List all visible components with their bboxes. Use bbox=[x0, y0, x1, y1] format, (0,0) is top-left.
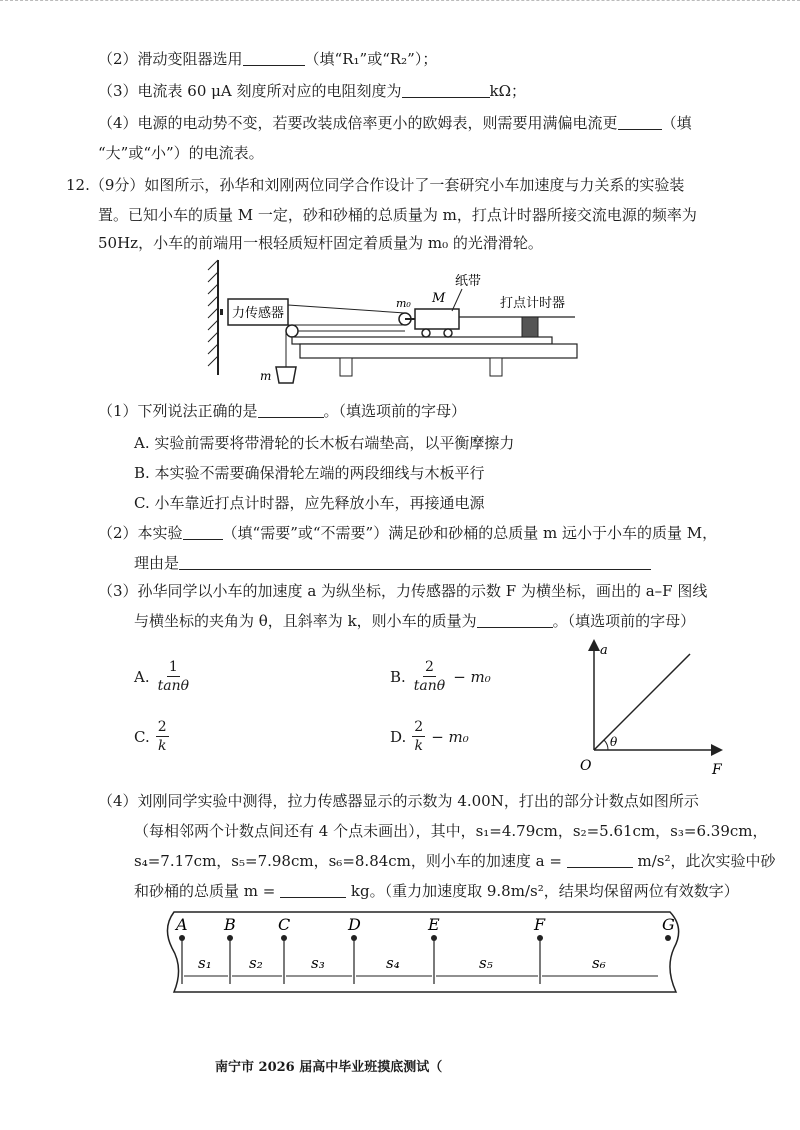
q12-sub4-b: （每相邻两个计数点间还有 4 个点未画出），其中，s₁=4.79cm，s₂=5.61cm，s₃=6.39cm， bbox=[134, 822, 768, 840]
tape-point-label: E bbox=[428, 915, 440, 934]
tape-label: 纸带 bbox=[455, 274, 482, 289]
tape-segment-label: s₄ bbox=[386, 954, 400, 972]
q12-blank-reason[interactable] bbox=[179, 553, 651, 570]
M-label: M bbox=[432, 291, 446, 306]
a-F-graph bbox=[572, 632, 732, 780]
fraction-c: $\frac{2}{k}$ bbox=[157, 719, 167, 754]
q12-option-b[interactable]: B. $\frac{2}{\tan\theta}$ − m₀ bbox=[390, 659, 491, 694]
q12-sub2-reason: 理由是 bbox=[134, 552, 651, 574]
q12-header-2: 置。已知小车的质量 M 一定，砂和砂桶的总质量为 m，打点计时器所接交流电源的频率为 bbox=[98, 206, 697, 224]
q11-part3: （3）电流表 60 μA 刻度所对应的电阻刻度为 kΩ； bbox=[98, 82, 527, 100]
q12-blank-3[interactable] bbox=[477, 611, 553, 628]
tape-outline bbox=[167, 912, 678, 992]
tape-segment-label: s₁ bbox=[198, 954, 212, 972]
q12-sub3-b: 与横坐标的夹角为 θ，且斜率为 k，则小车的质量为 。（填选项前的字母） bbox=[134, 612, 696, 630]
tape-point-label: D bbox=[348, 915, 361, 934]
tape-point-label: G bbox=[662, 915, 675, 934]
apparatus-diagram bbox=[200, 255, 590, 390]
q12-sub2: （2）本实验 （填“需要”或“不需要”）满足砂和砂桶的总质量 m 远小于小车的质量 M， bbox=[98, 524, 718, 542]
q11-blank-4[interactable] bbox=[618, 113, 662, 130]
x-axis-label: F bbox=[712, 762, 722, 778]
tape-point-label: B bbox=[224, 915, 236, 934]
tape-segment-label: s₆ bbox=[592, 954, 606, 972]
q12-sub1-option-c[interactable]: C. 小车靠近打点计时器，应先释放小车，再接通电源 bbox=[134, 494, 485, 512]
q12-sub4-c: s₄=7.17cm，s₅=7.98cm，s₆=8.84cm，则小车的加速度 a = m/s²，此次实验中砂 bbox=[134, 852, 776, 870]
a-F-line bbox=[594, 654, 690, 750]
q11-part4-cont: “大”或“小”）的电流表。 bbox=[98, 144, 264, 162]
timer-label: 打点计时器 bbox=[500, 296, 566, 311]
q12-sub1-option-b[interactable]: B. 本实验不需要确保滑轮左端的两段细线与木板平行 bbox=[134, 464, 485, 482]
tape-segment-label: s₂ bbox=[249, 954, 263, 972]
tape-point-label: F bbox=[534, 915, 546, 934]
fraction-a: $\frac{1}{\tan\theta}$ bbox=[157, 659, 190, 694]
mass-m-label: m bbox=[260, 369, 272, 383]
q12-header-3: 50Hz，小车的前端用一根轻质短杆固定着质量为 m₀ 的光滑滑轮。 bbox=[98, 234, 543, 252]
q11-part2: （2）滑动变阻器选用 （填“R₁”或“R₂”）； bbox=[98, 50, 438, 68]
y-axis-label: a bbox=[600, 643, 608, 658]
q12-blank-2[interactable] bbox=[183, 523, 223, 540]
q12-option-c[interactable]: C. $\frac{2}{k}$ bbox=[134, 719, 167, 754]
tape-segment-label: s₃ bbox=[311, 954, 325, 972]
q12-sub1-option-a[interactable]: A. 实验前需要将带滑轮的长木板右端垫高，以平衡摩擦力 bbox=[134, 434, 515, 452]
fraction-d: $\frac{2}{k}$ bbox=[414, 719, 424, 754]
q12-sub4-d: 和砂桶的总质量 m = kg。（重力加速度取 9.8m/s²，结果均保留两位有效数字） bbox=[134, 882, 739, 900]
q12-option-d[interactable]: D. $\frac{2}{k}$ − m₀ bbox=[390, 719, 469, 754]
fraction-b: $\frac{2}{\tan\theta}$ bbox=[413, 659, 446, 694]
q12-sub4: （4）刘刚同学实验中测得，拉力传感器显示的示数为 4.00N，打出的部分计数点如图所示 bbox=[98, 792, 699, 810]
q11-blank-2[interactable] bbox=[243, 49, 305, 66]
q12-sub1: （1）下列说法正确的是 。（填选项前的字母） bbox=[98, 402, 467, 420]
q11-blank-3[interactable] bbox=[402, 81, 490, 98]
q12-header: 12.（9分）如图所示，孙华和刘刚两位同学合作设计了一套研究小车加速度与力关系的实验装 bbox=[66, 176, 685, 194]
page-top-border bbox=[0, 0, 800, 5]
m0-label: m₀ bbox=[396, 297, 411, 310]
origin-label: O bbox=[580, 758, 592, 774]
q12-sub3: （3）孙华同学以小车的加速度 a 为纵坐标，力传感器的示数 F 为横坐标，画出的 a–F 图线 bbox=[98, 582, 708, 600]
footer-text: 南宁市 2026 届高中毕业班摸底测试（ bbox=[215, 1060, 443, 1075]
q12-option-a[interactable]: A. $\frac{1}{\tan\theta}$ bbox=[134, 659, 190, 694]
tape-segment-label: s₅ bbox=[479, 954, 493, 972]
tape-point-label: A bbox=[176, 915, 188, 934]
q12-blank-accel[interactable] bbox=[567, 851, 633, 868]
angle-label: θ bbox=[610, 735, 618, 749]
tape-diagram bbox=[160, 908, 690, 996]
force-sensor-label: 力传感器 bbox=[232, 306, 285, 321]
q12-blank-1[interactable] bbox=[258, 401, 324, 418]
q11-part4: （4）电源的电动势不变，若要改装成倍率更小的欧姆表，则需要用满偏电流更 （填 bbox=[98, 114, 692, 132]
q12-blank-mass[interactable] bbox=[280, 881, 346, 898]
tape-dot bbox=[665, 935, 671, 941]
tape-point-label: C bbox=[278, 915, 291, 934]
